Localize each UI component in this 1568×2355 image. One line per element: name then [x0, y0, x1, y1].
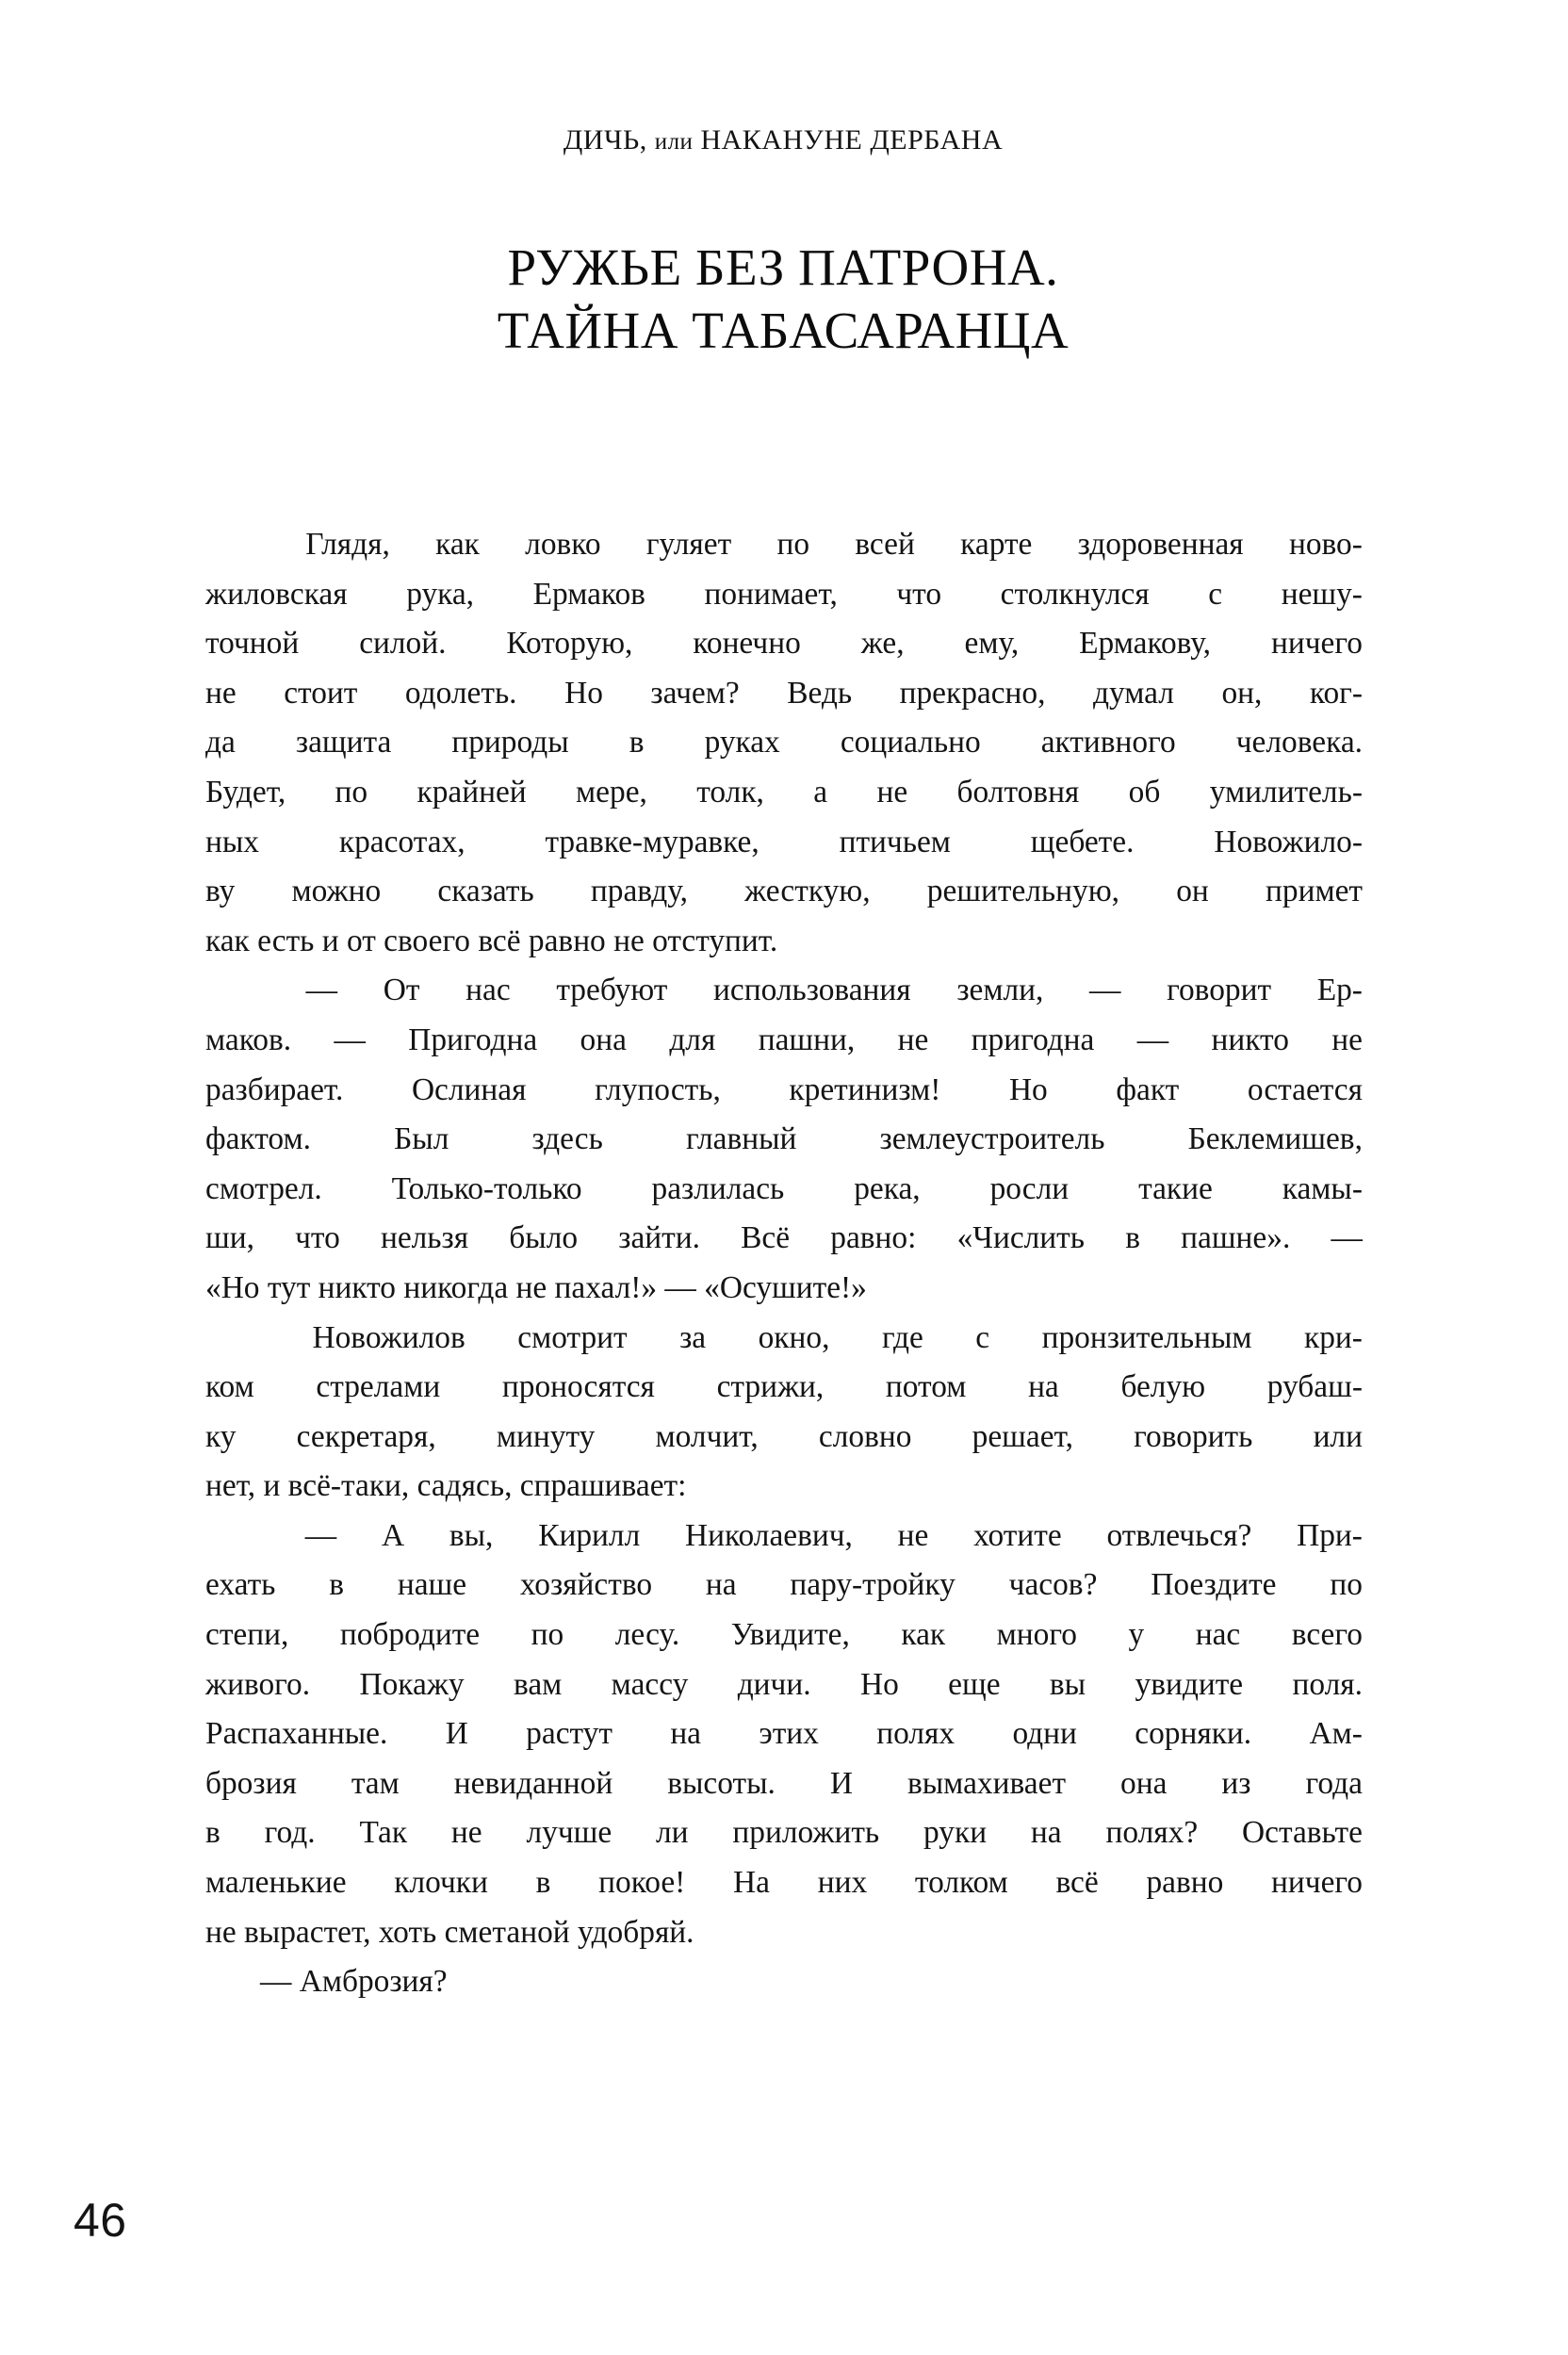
word: лесу. — [614, 1617, 680, 1653]
word: дичи. — [737, 1666, 811, 1702]
word: не — [876, 774, 908, 810]
word: на — [1028, 1369, 1059, 1405]
word: брозия — [205, 1765, 297, 1801]
word: он — [1176, 874, 1209, 909]
word: там — [351, 1765, 400, 1801]
word: Ер- — [1316, 973, 1363, 1008]
text-line — [205, 1660, 1363, 1710]
running-head — [205, 124, 1361, 155]
word: для — [669, 1022, 716, 1057]
word: можно — [291, 874, 382, 909]
word: На — [733, 1865, 770, 1901]
word: хотите — [973, 1517, 1062, 1553]
word: Оставьте — [1242, 1815, 1363, 1851]
word: одни — [1012, 1716, 1077, 1752]
word: При- — [1297, 1517, 1363, 1553]
body-text — [205, 520, 1363, 2007]
word: камы- — [1282, 1170, 1363, 1206]
text-line — [205, 570, 1363, 620]
word: правду, — [590, 874, 688, 909]
word: Ведь — [787, 675, 853, 711]
word: смотрит — [517, 1319, 628, 1355]
word: минуту — [496, 1418, 596, 1454]
paragraph — [205, 1957, 1363, 2007]
word: по — [1330, 1567, 1363, 1603]
word: От — [383, 973, 420, 1008]
word: полях? — [1105, 1815, 1199, 1851]
word: говорить — [1134, 1418, 1253, 1454]
word: Но — [1008, 1071, 1048, 1107]
word: приложить — [732, 1815, 880, 1851]
word: проносятся — [501, 1369, 655, 1405]
word: как — [435, 527, 480, 562]
word: умилитель- — [1209, 774, 1363, 810]
word: на — [705, 1567, 737, 1603]
word: мере, — [576, 774, 647, 810]
word: травке-муравке, — [545, 824, 760, 859]
word: маков. — [205, 1022, 292, 1057]
word: ехать — [205, 1567, 276, 1603]
word: Которую, — [506, 626, 633, 662]
word: пригодна — [971, 1022, 1095, 1057]
word: здесь — [531, 1121, 603, 1157]
word: она — [580, 1022, 627, 1057]
word: Ермаков — [532, 576, 645, 612]
text-line — [205, 966, 1363, 1016]
word: Беклемишев, — [1187, 1121, 1363, 1157]
word: клочки — [394, 1865, 488, 1901]
word: человека. — [1235, 725, 1363, 760]
word: примет — [1266, 874, 1363, 909]
text-line — [205, 1165, 1363, 1215]
word: словно — [818, 1418, 912, 1454]
word: вам — [514, 1666, 563, 1702]
word: жесткую, — [744, 874, 871, 909]
text-line: как есть и от своего всё равно не отступит. — [205, 923, 778, 958]
word: отвлечься? — [1106, 1517, 1252, 1553]
word: по — [335, 774, 368, 810]
word: Только-только — [391, 1170, 582, 1206]
word: ных — [205, 824, 259, 859]
word: Новожило- — [1214, 824, 1363, 859]
word: наше — [397, 1567, 467, 1603]
text-line: — Амброзия? — [260, 1964, 448, 2000]
word: думал — [1093, 675, 1174, 711]
word: массу — [611, 1666, 689, 1702]
word: — — [304, 1517, 337, 1553]
paragraph-indent — [205, 1512, 260, 1562]
word: Ослиная — [411, 1071, 527, 1107]
word: ву — [205, 874, 236, 909]
word: здоровенная — [1077, 527, 1244, 562]
chapter-title — [205, 236, 1361, 362]
word: секретаря, — [296, 1418, 436, 1454]
word: пару-тройку — [790, 1567, 956, 1603]
word: силой. — [359, 626, 447, 662]
running-head-part-2: НАКАНУНЕ ДЕРБАНА — [700, 124, 1004, 155]
word: «Числить — [956, 1220, 1085, 1256]
word: да — [205, 725, 236, 760]
word: окно, — [758, 1319, 830, 1355]
word: живого. — [205, 1666, 311, 1702]
word: них — [817, 1865, 868, 1901]
word: ком — [205, 1369, 254, 1405]
word: А — [381, 1517, 405, 1553]
word: в — [205, 1815, 220, 1851]
word: красотах, — [338, 824, 466, 859]
word: сказать — [437, 874, 534, 909]
word: вы — [1049, 1666, 1086, 1702]
word: растут — [526, 1716, 612, 1752]
word: крайней — [416, 774, 527, 810]
word: конечно — [693, 626, 801, 662]
word: прекрасно, — [899, 675, 1046, 711]
text-line — [205, 1314, 1363, 1364]
word: часов? — [1008, 1567, 1098, 1603]
word: ново- — [1288, 527, 1363, 562]
word: покое! — [598, 1865, 686, 1901]
word: всё — [1055, 1865, 1099, 1901]
word: И — [445, 1716, 468, 1752]
text-line: нет, и всё-таки, садясь, спрашивает: — [205, 1468, 687, 1504]
word: с — [1208, 576, 1223, 612]
text-line — [205, 1016, 1363, 1066]
word: толк, — [696, 774, 764, 810]
word: Николаевич, — [685, 1517, 853, 1553]
word: вы, — [449, 1517, 494, 1553]
page-number: 46 — [74, 2194, 127, 2247]
word: этих — [759, 1716, 819, 1752]
word: кри- — [1304, 1319, 1363, 1355]
word: главный — [685, 1121, 797, 1157]
word: не — [205, 675, 237, 711]
word: молчит, — [655, 1418, 759, 1454]
word: хозяйство — [519, 1567, 653, 1603]
word: сорняки. — [1135, 1716, 1252, 1752]
word: равно: — [830, 1220, 917, 1256]
word: Кирилл — [538, 1517, 641, 1553]
word: ког- — [1309, 675, 1363, 711]
word: Глядя, — [305, 527, 390, 562]
text-line — [205, 1214, 1363, 1264]
word: степи, — [205, 1617, 289, 1653]
word: — — [1331, 1220, 1363, 1256]
word: смотрел. — [205, 1170, 322, 1206]
word: активного — [1040, 725, 1176, 760]
word: об — [1128, 774, 1161, 810]
word: или — [1313, 1418, 1363, 1454]
word: пашни, — [758, 1022, 856, 1057]
word: не — [450, 1815, 482, 1851]
word: Распаханные. — [205, 1716, 388, 1752]
word: Пригодна — [408, 1022, 538, 1057]
text-line — [205, 669, 1363, 719]
word: природы — [451, 725, 569, 760]
word: карте — [960, 527, 1033, 562]
word: разбирает. — [205, 1071, 344, 1107]
word: факт — [1116, 1071, 1180, 1107]
word: по — [776, 527, 810, 562]
text-line — [205, 1709, 1363, 1759]
word: защита — [295, 725, 392, 760]
word: Всё — [741, 1220, 791, 1256]
text-line — [205, 1561, 1363, 1611]
word: стрелами — [316, 1369, 441, 1405]
paragraph — [205, 1314, 1363, 1512]
word: — — [1089, 973, 1121, 1008]
word: нас — [466, 973, 511, 1008]
word: Увидите, — [730, 1617, 850, 1653]
paragraph-indent — [205, 966, 260, 1016]
running-head-part-lower: или — [654, 129, 694, 155]
text-line — [205, 818, 1363, 868]
text-line — [205, 520, 1363, 570]
word: Так — [359, 1815, 408, 1851]
word: Был — [394, 1121, 449, 1157]
word: а — [813, 774, 828, 810]
text-line — [205, 867, 1363, 917]
word: гуляет — [645, 527, 732, 562]
word: в — [629, 725, 645, 760]
word: требуют — [556, 973, 668, 1008]
word: ничего — [1270, 626, 1363, 662]
text-line — [205, 619, 1363, 669]
word: земли, — [956, 973, 1044, 1008]
word: — — [334, 1022, 366, 1057]
word: Но — [564, 675, 603, 711]
word: белую — [1120, 1369, 1206, 1405]
word: с — [975, 1319, 990, 1355]
word: в — [329, 1567, 345, 1603]
word: никто — [1211, 1022, 1289, 1057]
word: глупость, — [595, 1071, 721, 1107]
word: болтовня — [956, 774, 1080, 810]
word: в — [1125, 1220, 1140, 1256]
word: Будет, — [205, 774, 286, 810]
word: нешу- — [1281, 576, 1363, 612]
word: равно — [1146, 1865, 1224, 1901]
chapter-title-line-2: ТАЙНА ТАБАСАРАНЦА — [497, 302, 1070, 360]
word: — — [1136, 1022, 1169, 1057]
word: вымахивает — [906, 1765, 1067, 1801]
word: высоты. — [667, 1765, 776, 1801]
text-line — [205, 1066, 1363, 1116]
word: где — [881, 1319, 923, 1355]
paragraph-indent — [205, 1314, 260, 1364]
running-head-part-1: ДИЧЬ, — [563, 124, 647, 155]
word: потом — [885, 1369, 967, 1405]
word: не — [1331, 1022, 1363, 1057]
word: Ам- — [1309, 1716, 1363, 1752]
word: маленькие — [205, 1865, 347, 1901]
word: социально — [840, 725, 981, 760]
word: толком — [914, 1865, 1008, 1901]
word: что — [295, 1220, 340, 1256]
text-line — [205, 718, 1363, 768]
word: река, — [854, 1170, 921, 1206]
word: нас — [1195, 1617, 1241, 1653]
word: увидите — [1135, 1666, 1244, 1702]
text-line: не вырастет, хоть сметаной удобряй. — [205, 1914, 694, 1950]
word: И — [829, 1765, 853, 1801]
word: Ермакову, — [1079, 626, 1212, 662]
word: кретинизм! — [789, 1071, 941, 1107]
word: щебете. — [1030, 824, 1135, 859]
word: птичьем — [839, 824, 951, 859]
word: Поездите — [1151, 1567, 1277, 1603]
word: ши, — [205, 1220, 254, 1256]
paragraph — [205, 1512, 1363, 1957]
word: руках — [704, 725, 780, 760]
word: ловко — [525, 527, 601, 562]
word: разлилась — [651, 1170, 785, 1206]
word: землеустроитель — [879, 1121, 1105, 1157]
word: стрижи, — [716, 1369, 825, 1405]
word: жиловская — [205, 576, 348, 612]
word: он, — [1221, 675, 1263, 711]
word: побродите — [339, 1617, 481, 1653]
paragraph — [205, 966, 1363, 1313]
text-line — [205, 768, 1363, 818]
word: по — [531, 1617, 564, 1653]
word: зайти. — [618, 1220, 700, 1256]
chapter-title-line-1: РУЖЬЕ БЕЗ ПАТРОНА. — [507, 238, 1059, 296]
word: точной — [205, 626, 300, 662]
word: рука, — [406, 576, 475, 612]
word: всего — [1291, 1617, 1363, 1653]
word: много — [996, 1617, 1077, 1653]
text-line — [205, 1808, 1363, 1858]
word: столкнулся — [1000, 576, 1150, 612]
word: стоит — [284, 675, 358, 711]
word: пашне». — [1181, 1220, 1291, 1256]
word: было — [509, 1220, 579, 1256]
word: из — [1221, 1765, 1251, 1801]
word: невиданной — [453, 1765, 613, 1801]
word: еще — [948, 1666, 1001, 1702]
text-line — [205, 1611, 1363, 1660]
text-line — [205, 1115, 1363, 1165]
text-line — [205, 1363, 1363, 1413]
word: не — [897, 1022, 929, 1057]
word: — — [305, 973, 338, 1008]
word: решительную, — [926, 874, 1120, 909]
text-line: «Но тут никто никогда не пахал!» — «Осушите!» — [205, 1269, 867, 1305]
word: поля. — [1292, 1666, 1363, 1702]
word: как — [901, 1617, 946, 1653]
word: на — [670, 1716, 702, 1752]
word: росли — [989, 1170, 1070, 1206]
word: Покажу — [359, 1666, 465, 1702]
word: пронзительным — [1041, 1319, 1252, 1355]
word: Но — [859, 1666, 899, 1702]
word: же, — [860, 626, 905, 662]
word: остается — [1247, 1071, 1363, 1107]
word: не — [897, 1517, 929, 1553]
word: ли — [656, 1815, 689, 1851]
word: полях — [876, 1716, 956, 1752]
word: одолеть. — [404, 675, 517, 711]
word: Новожилов — [312, 1319, 466, 1355]
paragraph-indent — [205, 520, 260, 570]
text-line — [205, 1759, 1363, 1809]
word: ему, — [964, 626, 1020, 662]
word: на — [1030, 1815, 1062, 1851]
word: зачем? — [650, 675, 740, 711]
text-line — [205, 1858, 1363, 1908]
word: года — [1305, 1765, 1363, 1801]
text-line — [205, 1512, 1363, 1562]
word: фактом. — [205, 1121, 311, 1157]
word: ку — [205, 1418, 237, 1454]
word: ничего — [1271, 1865, 1363, 1901]
word: использования — [713, 973, 911, 1008]
word: решает, — [972, 1418, 1073, 1454]
word: что — [896, 576, 942, 612]
word: у — [1128, 1617, 1145, 1653]
word: руки — [923, 1815, 988, 1851]
word: всей — [855, 527, 915, 562]
word: понимает, — [704, 576, 838, 612]
word: она — [1120, 1765, 1168, 1801]
word: нельзя — [380, 1220, 469, 1256]
word: в — [535, 1865, 551, 1901]
word: за — [679, 1319, 707, 1355]
word: год. — [264, 1815, 316, 1851]
word: рубаш- — [1266, 1369, 1363, 1405]
word: лучше — [526, 1815, 612, 1851]
text-line — [205, 1413, 1363, 1463]
paragraph — [205, 520, 1363, 966]
word: такие — [1138, 1170, 1213, 1206]
word: говорит — [1167, 973, 1272, 1008]
